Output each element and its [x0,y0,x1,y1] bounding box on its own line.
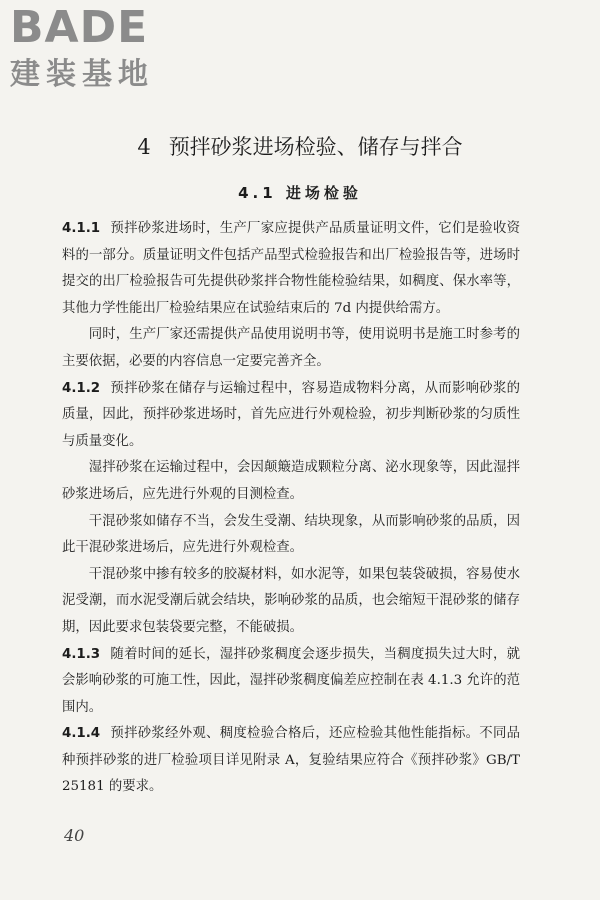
paragraph-text: 预拌砂浆进场时，生产厂家应提供产品质量证明文件，它们是验收资料的一部分。质量证明文件包括产品型式检验报告和出厂检验报告等，进场时提交的出厂检验报告可先提供砂浆拌合物性能检验结果，如稠度、保水率等，其他力学性能出厂检验结果应在试验结束后的 7d 内提供给需方。 [62,221,520,316]
paragraph [62,322,520,375]
paragraph-text: 随着时间的延长，湿拌砂浆稠度会逐步损失，当稠度损失过大时，就会影响砂浆的可施工性，因此，湿拌砂浆稠度偏差应控制在表 4.1.3 允许的范围内。 [62,646,520,715]
paragraph-4-1-4 [62,721,520,801]
chapter-number: 4 [137,135,151,159]
clause-number: 4.1.2 [62,380,101,396]
clause-number: 4.1.4 [62,726,101,742]
paragraph-4-1-3 [62,642,520,722]
chapter-title-text: 预拌砂浆进场检验、储存与拌合 [168,135,463,159]
clause-number: 4.1.3 [62,646,101,662]
section-title: 4.1 进场检验 [238,184,362,202]
clause-number: 4.1.1 [62,221,101,236]
page-number: 40 [64,826,85,845]
paragraph [62,562,520,642]
paragraph-text: 干混砂浆中掺有较多的胶凝材料，如水泥等，如果包装袋破损，容易使水泥受潮，而水泥受潮后就会结块，影响砂浆的品质，也会缩短干混砂浆的储存期，因此要求包装袋要完整，不能破损。 [62,566,520,635]
paragraph-text: 干混砂浆如储存不当，会发生受潮、结块现象，从而影响砂浆的品质，因此干混砂浆进场后，应先进行外观检查。 [62,513,520,556]
paragraph-4-1-1 [62,216,520,322]
logo-subtitle: 建装基地 [10,57,154,92]
paragraph-text: 湿拌砂浆在运输过程中，会因颠簸造成颗粒分离、泌水现象等，因此湿拌砂浆进场后，应先进行外观的目测检查。 [62,460,520,502]
logo [10,4,180,92]
paragraph [62,455,520,508]
logo-title: BADE [10,2,149,53]
chapter-title [0,132,600,162]
paragraph-text: 预拌砂浆经外观、稠度检验合格后，还应检验其他性能指标。不同品种预拌砂浆的进厂检验项目详见附录 A，复验结果应符合《预拌砂浆》GB/T 25181 的要求。 [62,726,520,795]
body-text [62,216,520,801]
paragraph-text: 同时，生产厂家还需提供产品使用说明书等，使用说明书是施工时参考的主要依据，必要的内容信息一定要完善齐全。 [62,327,520,369]
paragraph-4-1-2 [62,376,520,456]
paragraph [62,509,520,562]
paragraph-text: 预拌砂浆在储存与运输过程中，容易造成物料分离，从而影响砂浆的质量，因此，预拌砂浆进场时，首先应进行外观检验，初步判断砂浆的匀质性与质量变化。 [62,380,520,449]
